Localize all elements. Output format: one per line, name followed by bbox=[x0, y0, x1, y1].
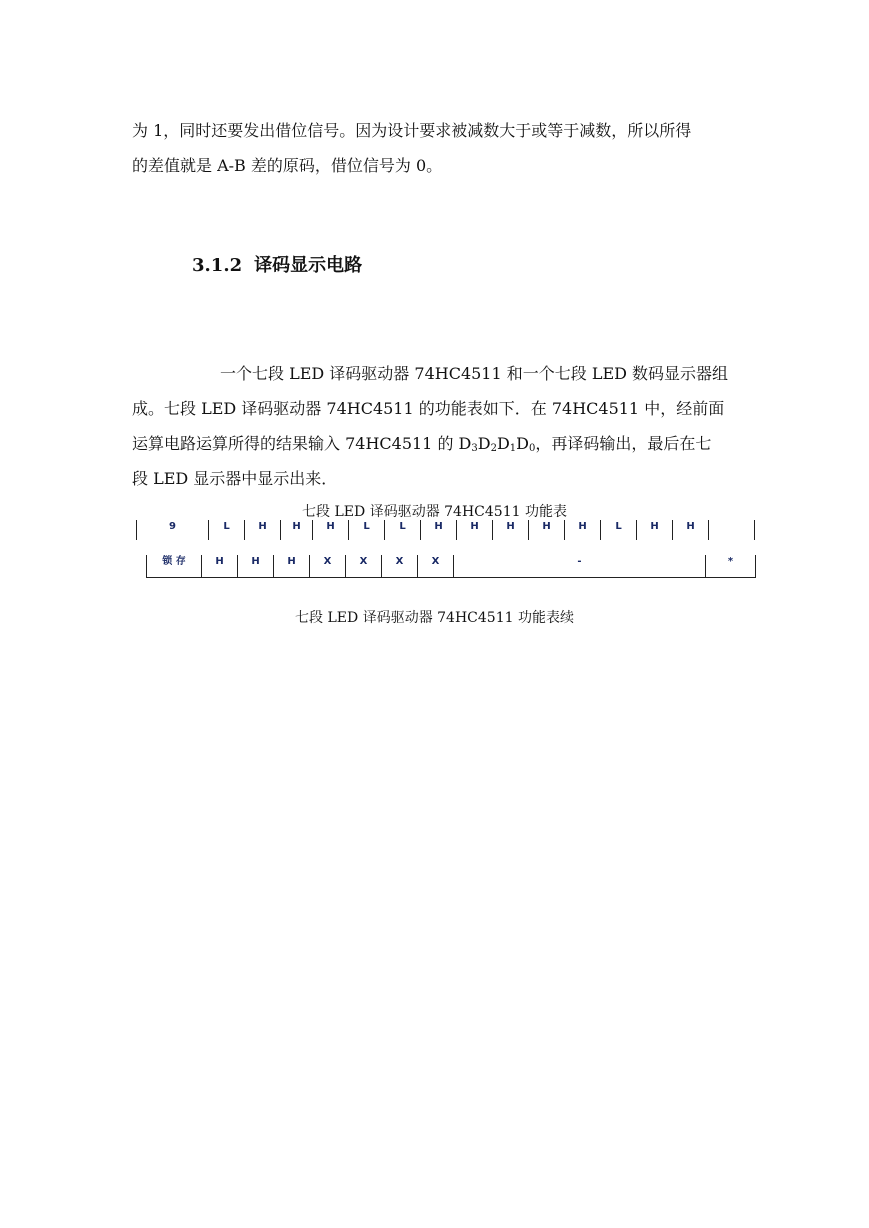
text-line: 成。七段 LED 译码驱动器 74HC4511 的功能表如下．在 74HC4511 中，经前面 bbox=[132, 399, 725, 418]
table-cell: H bbox=[529, 520, 565, 540]
table-cell: H bbox=[493, 520, 529, 540]
table-cell: - bbox=[454, 555, 706, 578]
d3-label: $D_3$ bbox=[458, 434, 478, 454]
table-cell: L bbox=[349, 520, 385, 540]
text-line: 为 1，同时还要发出借位信号。因为设计要求被减数大于或等于减数，所以所得 bbox=[132, 121, 692, 140]
table-cell: H bbox=[565, 520, 601, 540]
table-cell: H bbox=[238, 555, 274, 578]
table-cell: H bbox=[421, 520, 457, 540]
function-table-row-9 bbox=[136, 520, 755, 540]
text-line: 段 LED 显示器中显示出来． bbox=[132, 469, 338, 488]
table-cell: H bbox=[274, 555, 310, 578]
table-cell: H bbox=[245, 520, 281, 540]
table-cell: X bbox=[310, 555, 346, 578]
table-cell: L bbox=[385, 520, 421, 540]
table-cell: L bbox=[209, 520, 245, 540]
d0-label: $D_0$ bbox=[516, 434, 536, 454]
table-cell: H bbox=[313, 520, 349, 540]
table-cell bbox=[709, 520, 755, 540]
function-table-row-latch bbox=[146, 555, 756, 578]
table-cell: 9 bbox=[137, 520, 209, 540]
section-title: 译码显示电路 bbox=[254, 255, 363, 276]
d2-label: $D_2$ bbox=[477, 434, 497, 454]
table-cell: X bbox=[418, 555, 454, 578]
table-cell: H bbox=[637, 520, 673, 540]
table-cell: X bbox=[382, 555, 418, 578]
table-caption: 七段 LED 译码驱动器 74HC4511 功能表 bbox=[302, 504, 567, 520]
text-line: 的差值就是 A-B 差的原码，借位信号为 0。 bbox=[132, 156, 443, 175]
d1-label: $D_1$ bbox=[496, 434, 517, 454]
section-number: 3.1.2 bbox=[192, 255, 243, 276]
table-cell: L bbox=[601, 520, 637, 540]
table-cell: H bbox=[457, 520, 493, 540]
text-line: ，再译码输出，最后在七 bbox=[535, 434, 712, 453]
section-heading bbox=[192, 252, 362, 280]
paragraph-decoder-description bbox=[132, 356, 742, 496]
paragraph-borrow-signal bbox=[132, 113, 742, 183]
text-line: 运算电路运算所得的结果输入 74HC4511 的 bbox=[132, 434, 459, 453]
table-cell: H bbox=[673, 520, 709, 540]
table-cell: H bbox=[281, 520, 313, 540]
table-cell: 锁 存 bbox=[147, 555, 202, 578]
table-cell: * bbox=[706, 555, 756, 578]
table-cell: H bbox=[202, 555, 238, 578]
table-cell: X bbox=[346, 555, 382, 578]
text-line: 一个七段 LED 译码驱动器 74HC4511 和一个七段 LED 数码显示器组 bbox=[220, 364, 729, 383]
table-caption-continued: 七段 LED 译码驱动器 74HC4511 功能表续 bbox=[295, 610, 574, 626]
